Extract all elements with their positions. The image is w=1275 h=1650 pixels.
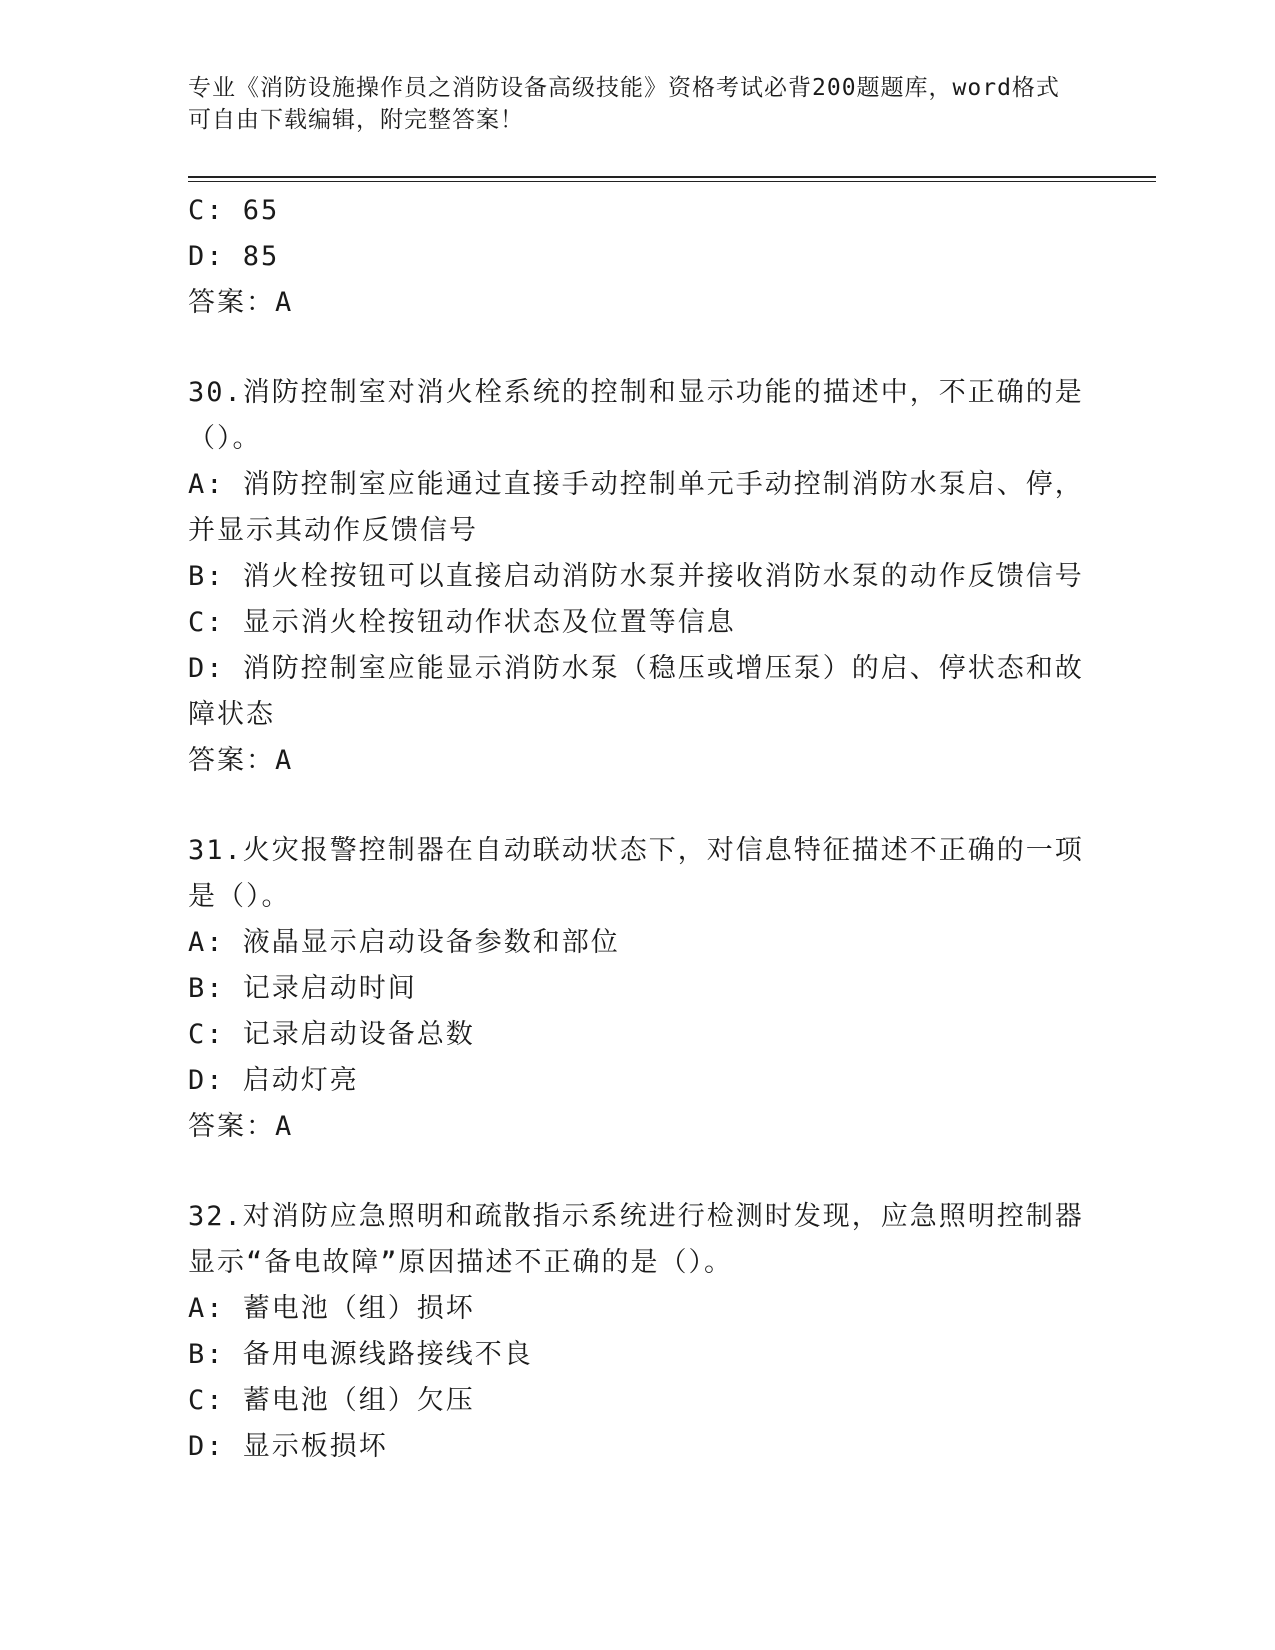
- answer-line: 答案：A: [188, 1111, 294, 1142]
- page-header: 专业《消防设施操作员之消防设备高级技能》资格考试必背200题题库，word格式可自由下载编辑，附完整答案！: [188, 75, 1060, 133]
- option-line: D: 消防控制室应能显示消防水泵（稳压或增压泵）的启、停状态和故障状态: [188, 653, 1084, 730]
- page-content: [188, 188, 1088, 1470]
- option-line: A: 消防控制室应能通过直接手动控制单元手动控制消防水泵启、停，并显示其动作反馈信号: [188, 469, 1084, 546]
- carryover-block: [188, 188, 1088, 326]
- option-line: A: 蓄电池（组）损坏: [188, 1293, 475, 1324]
- option-line: D: 启动灯亮: [188, 1065, 359, 1096]
- option-line: C: 记录启动设备总数: [188, 1019, 475, 1050]
- option-line: B: 消火栓按钮可以直接启动消防水泵并接收消防水泵的动作反馈信号: [188, 561, 1084, 592]
- question-stem: 30.消防控制室对消火栓系统的控制和显示功能的描述中，不正确的是（）。: [188, 377, 1084, 454]
- header-rule-thick: [188, 176, 1156, 178]
- question-30: [188, 370, 1088, 784]
- question-stem: 32.对消防应急照明和疏散指示系统进行检测时发现，应急照明控制器显示“备电故障”原因描述不正确的是（）。: [188, 1201, 1084, 1278]
- option-line: B: 备用电源线路接线不良: [188, 1339, 533, 1370]
- option-line: B: 记录启动时间: [188, 973, 417, 1004]
- question-31: [188, 828, 1088, 1150]
- option-line: D: 显示板损坏: [188, 1431, 388, 1462]
- question-32: [188, 1194, 1088, 1470]
- question-stem: 31.火灾报警控制器在自动联动状态下，对信息特征描述不正确的一项是（）。: [188, 835, 1084, 912]
- option-line: C: 65: [188, 195, 280, 226]
- option-line: C: 显示消火栓按钮动作状态及位置等信息: [188, 607, 736, 638]
- option-line: D: 85: [188, 241, 280, 272]
- option-line: C: 蓄电池（组）欠压: [188, 1385, 475, 1416]
- answer-line: 答案：A: [188, 287, 294, 318]
- header-rule-thin: [188, 181, 1156, 182]
- option-line: A: 液晶显示启动设备参数和部位: [188, 927, 620, 958]
- answer-line: 答案：A: [188, 745, 294, 776]
